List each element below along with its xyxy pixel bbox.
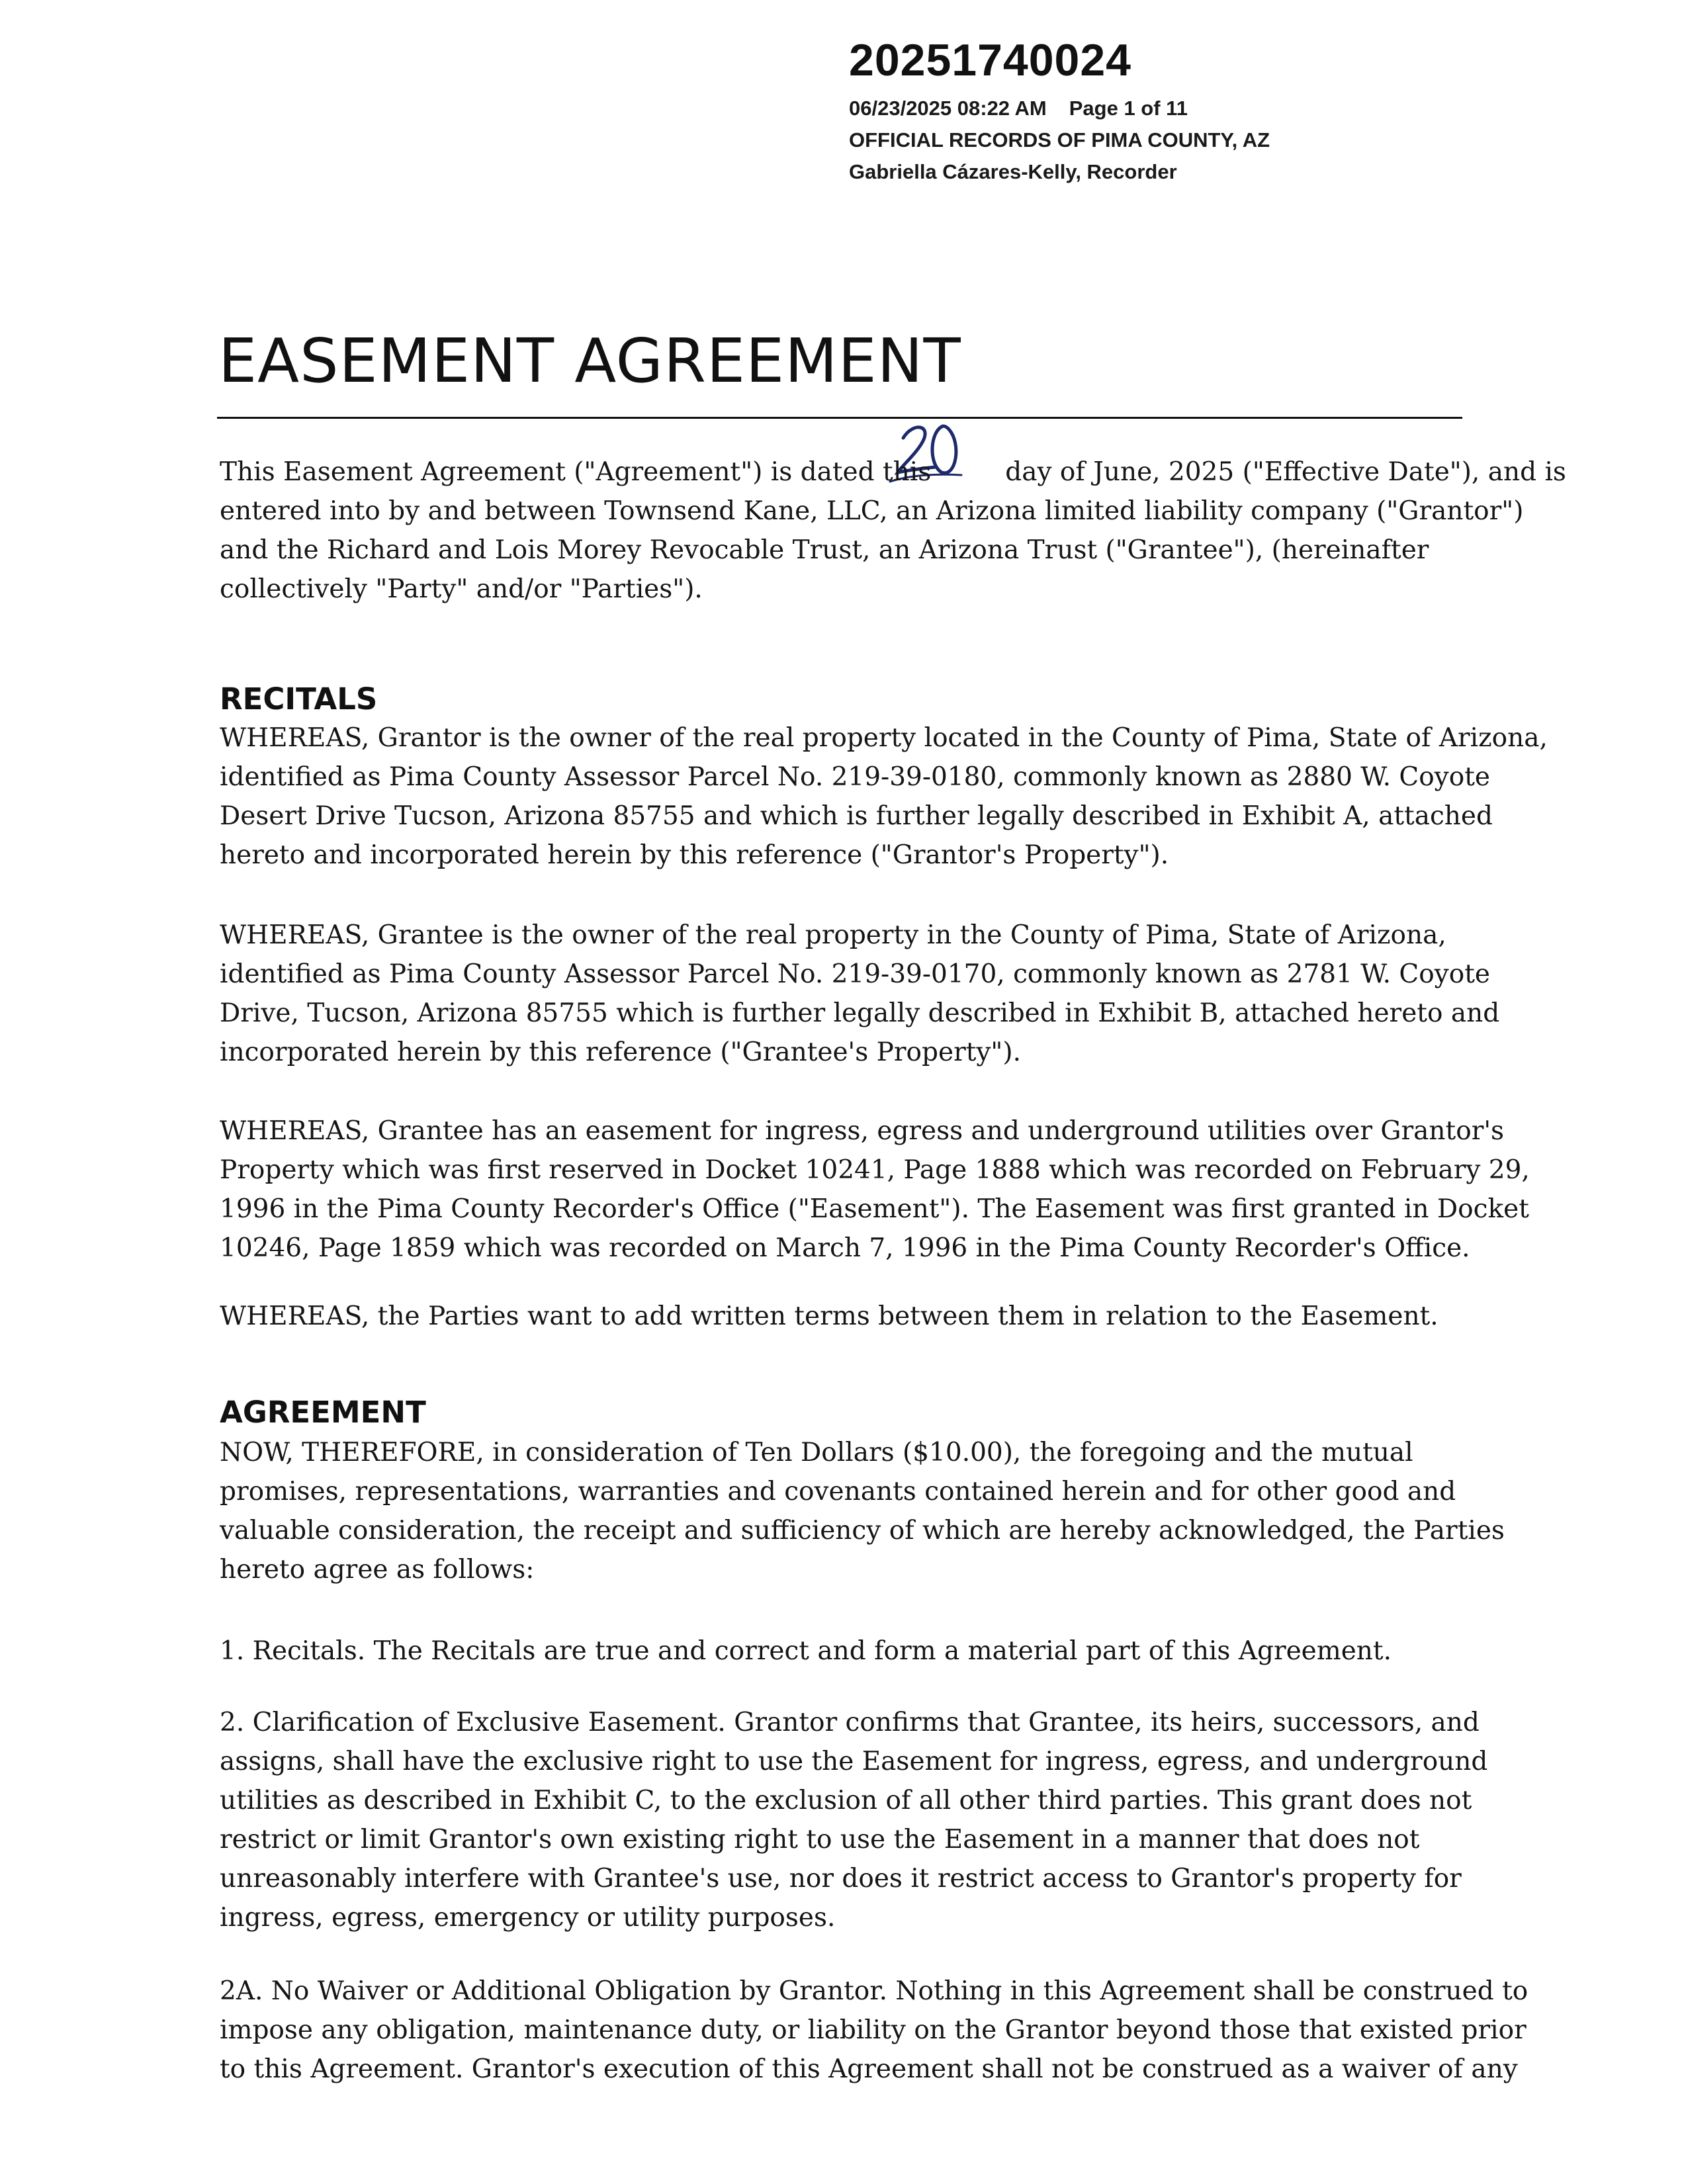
recording-date-line [849,97,1188,120]
recording-office: OFFICIAL RECORDS OF PIMA COUNTY, AZ [849,128,1270,152]
recorder-name: Gabriella Cázares-Kelly, Recorder [849,160,1177,183]
agreement-item-2a: 2A. No Waiver or Additional Obligation by Grantor. Nothing in this Agreement shall be construed to impose any obligation, maintenance duty, or liability on the Grantor beyond those that existed prior to this Agreement. Grantor's execution of this Agreement shall not be construed as a waiver of any [220,1976,1528,2084]
recital-paragraph-4: WHEREAS, the Parties want to add written terms between them in relation to the Easement. [220,1301,1439,1331]
intro-line-2: entered into by and between Townsend Kane, LLC, an Arizona limited liability company ("Grantor") [220,496,1524,526]
agreement-item-2: 2. Clarification of Exclusive Easement. Grantor confirms that Grantee, its heirs, successors, and assigns, shall have the exclusive right to use the Easement for ingress, egress, and underground utilities as described in Exhibit C, to the exclusion of all other third parties. This grant does not restrict or limit Grantor's own existing right to use the Easement in a manner that does not unreasonably interfere with Grantee's use, nor does it restrict access to Grantor's property for ingress, egress, emergency or utility purposes. [220,1708,1488,1933]
recital-paragraph-2: WHEREAS, Grantee is the owner of the real property in the County of Pima, State of Arizona, identified as Pima County Assessor Parcel No. 219-39-0170, commonly known as 2781 W. Coyote Drive, Tucson, Arizona 85755 which is further legally described in Exhibit B, attached hereto and incorporated herein by this reference ("Grantee's Property"). [220,920,1500,1067]
document-title: EASEMENT AGREEMENT [218,326,961,396]
intro-line-1: This Easement Agreement ("Agreement") is dated this day of June, 2025 ("Effective Date"), and is [220,457,1566,487]
recording-date-time: 06/23/2025 08:22 AM [849,97,1047,120]
recitals-heading: RECITALS [220,681,378,717]
title-divider [217,417,1462,419]
recording-number: 20251740024 [849,35,1132,85]
recording-page-info: Page 1 of 11 [1069,97,1188,120]
intro-paragraph [220,453,1566,609]
intro-line-4: collectively "Party" and/or "Parties"). [220,574,703,604]
agreement-paragraph: NOW, THEREFORE, in consideration of Ten Dollars ($10.00), the foregoing and the mutual promises, representations, warranties and covenants contained herein and for other good and valuable consideration, the receipt and sufficiency of which are hereby acknowledged, the Parties hereto agree as follows: [220,1438,1505,1585]
intro-line-3: and the Richard and Lois Morey Revocable Trust, an Arizona Trust ("Grantee"), (hereinafter [220,535,1429,565]
agreement-item-1: 1. Recitals. The Recitals are true and correct and form a material part of this Agreement. [220,1636,1392,1666]
agreement-heading: AGREEMENT [220,1395,426,1430]
recital-paragraph-1: WHEREAS, Grantor is the owner of the real property located in the County of Pima, State of Arizona, identified as Pima County Assessor Parcel No. 219-39-0180, commonly known as 2880 W. Coyote Desert Drive Tucson, Arizona 85755 and which is further legally described in Exhibit A, attached hereto and incorporated herein by this reference ("Grantor's Property"). [220,723,1548,870]
recital-paragraph-3: WHEREAS, Grantee has an easement for ingress, egress and underground utilities over Grantor's Property which was first reserved in Docket 10241, Page 1888 which was recorded on February 29, 1996 in the Pima County Recorder's Office ("Easement"). The Easement was first granted in Docket 10246, Page 1859 which was recorded on March 7, 1996 in the Pima County Recorder's Office. [220,1116,1530,1263]
